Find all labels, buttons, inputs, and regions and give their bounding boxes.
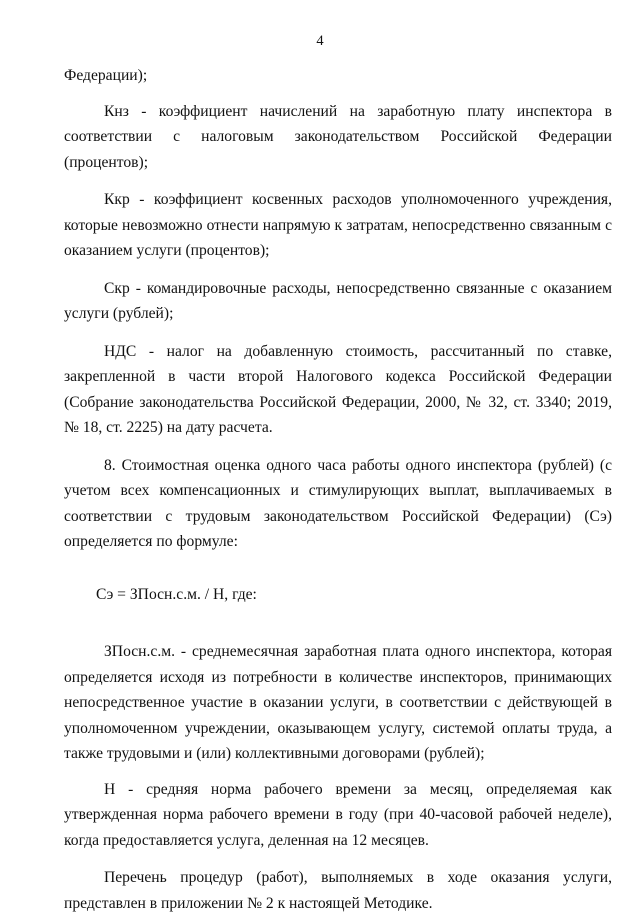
paragraph-n: Н - средняя норма рабочего времени за месяц, определяемая как утвержденная норма рабочего времени в году (при 40-часовой рабочей неделе), когда предоставляется услуга, деленная на 12 месяцев. (64, 780, 612, 849)
document-body (64, 63, 612, 916)
paragraph-kkr: Ккр - коэффициент косвенных расходов уполномоченного учреждения, которые невозможно отнести напрямую к затратам, непосредственно связанным с оказанием услуги (процентов); (64, 191, 612, 259)
paragraph-federation-end: Федерации); (64, 67, 148, 84)
paragraph-zposn: ЗПосн.с.м. - среднемесячная заработная плата одного инспектора, которая определяется исходя из потребности в количестве инспекторов, принимающих непосредственное участие в оказании услуги, в соответствии с действующей в уполномоченном учреждении, оказывающем услугу, системой оплаты труда, а также трудовыми и (или) коллективными договорами (рублей); (64, 643, 612, 762)
paragraph-skr: Скр - командировочные расходы, непосредственно связанные с оказанием услуги (рублей); (64, 279, 612, 322)
paragraph-procedures: Перечень процедур (работ), выполняемых в ходе оказания услуги, представлен в приложении № 2 к настоящей Методике. (64, 869, 612, 912)
paragraph-knz: Кнз - коэффициент начислений на заработную плату инспектора в соответствии с налоговым законодательством Российской Федерации (процентов); (64, 102, 612, 171)
formula: Сэ = ЗПосн.с.м. / Н, где: (96, 585, 257, 603)
paragraph-item-8: 8. Стоимостная оценка одного часа работы одного инспектора (рублей) (с учетом всех компенсационных и стимулирующих выплат, выплачиваемых в соответствии с трудовым законодательством Российской Федерации) (Сэ) определяется по формуле: (64, 456, 612, 550)
paragraph-nds: НДС - налог на добавленную стоимость, рассчитанный по ставке, закрепленной в части второй Налогового кодекса Российской Федерации (Собрание законодательства Российской Федерации, 2000, № 32, ст. 3340; 2019, № 18, ст. 2225) на дату расчета. (64, 342, 612, 436)
page-number: 4 (316, 33, 324, 49)
